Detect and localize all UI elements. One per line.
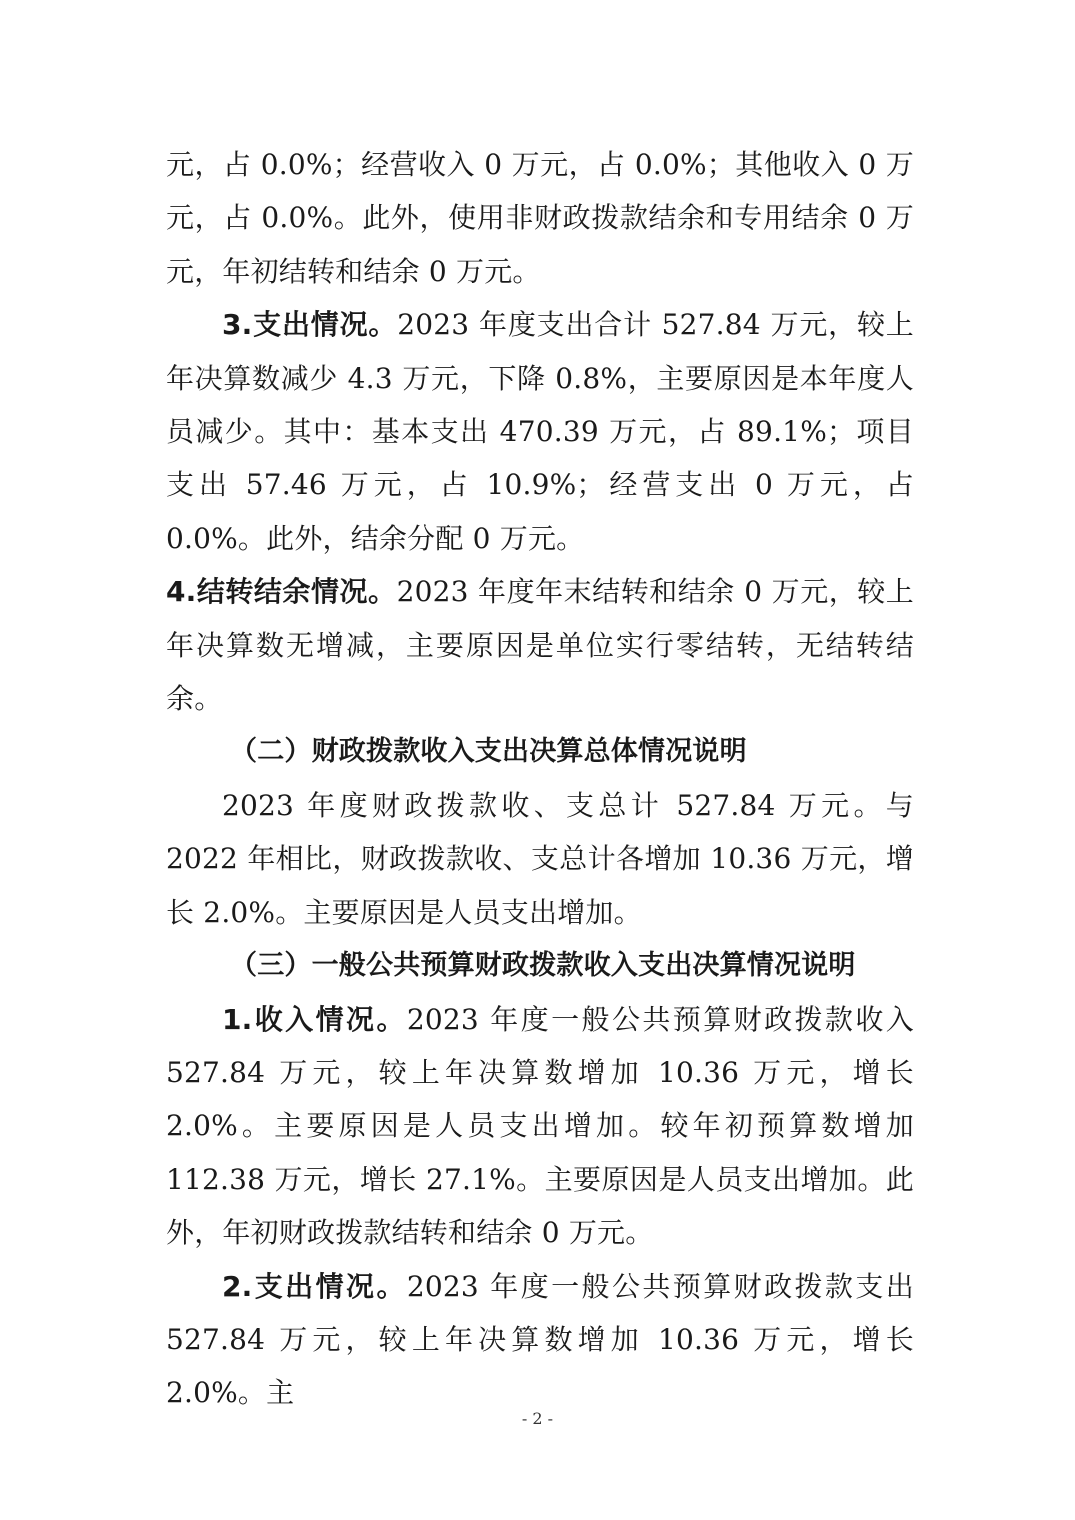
section-heading-2: （二）财政拨款收入支出决算总体情况说明 [230, 736, 747, 768]
expenditure-text: 2023 年度支出合计 527.84 万元，较上年决算数减少 4.3 万元，下降 0.8%，主要原因是本年度人员减少。其中：基本支出 470.39 万元，占 89.1%；项目支出 57.46 万元，占 10.9%；经营支出 0 万元，占 0.0%。此外，结余分配 0 万元。 [166, 308, 914, 555]
paragraph-general-expenditure [166, 1260, 914, 1420]
paragraph-general-income [166, 993, 914, 1260]
general-expenditure-text: 2023 年度一般公共预算财政拨款支出 527.84 万元，较上年决算数增加 10.36 万元，增长 2.0%。主 [166, 1269, 914, 1410]
paragraph-income-continued: 元，占 0.0%；经营收入 0 万元，占 0.0%；其他收入 0 万元，占 0.0%。此外，使用非财政拨款结余和专用结余 0 万元，年初结转和结余 0 万元。 [166, 148, 914, 288]
page-number: - 2 - [521, 1409, 554, 1428]
expenditure-lead: 3.支出情况。 [222, 308, 398, 342]
paragraph-carryover [166, 565, 914, 725]
carryover-lead: 4.结转结余情况。 [166, 575, 397, 609]
section-heading-3: （三）一般公共预算财政拨款收入支出决算情况说明 [230, 950, 856, 982]
carryover-text: 2023 年度年末结转和结余 0 万元，较上年决算数无增减，主要原因是单位实行零结转，无结转结余。 [166, 575, 914, 716]
paragraph-expenditure [166, 298, 914, 565]
general-income-lead: 1.收入情况。 [222, 1002, 407, 1036]
document-body [166, 138, 914, 1420]
paragraph-fiscal-total: 2023 年度财政拨款收、支总计 527.84 万元。与 2022 年相比，财政拨款收、支总计各增加 10.36 万元，增长 2.0%。主要原因是人员支出增加。 [166, 788, 914, 929]
general-expenditure-lead: 2.支出情况。 [222, 1269, 407, 1303]
general-income-text: 2023 年度一般公共预算财政拨款收入 527.84 万元，较上年决算数增加 10.36 万元，增长 2.0%。主要原因是人员支出增加。较年初预算数增加 112.38 万元，增长 27.1%。主要原因是人员支出增加。此外，年初财政拨款结转和结余 0 万元。 [166, 1002, 914, 1250]
